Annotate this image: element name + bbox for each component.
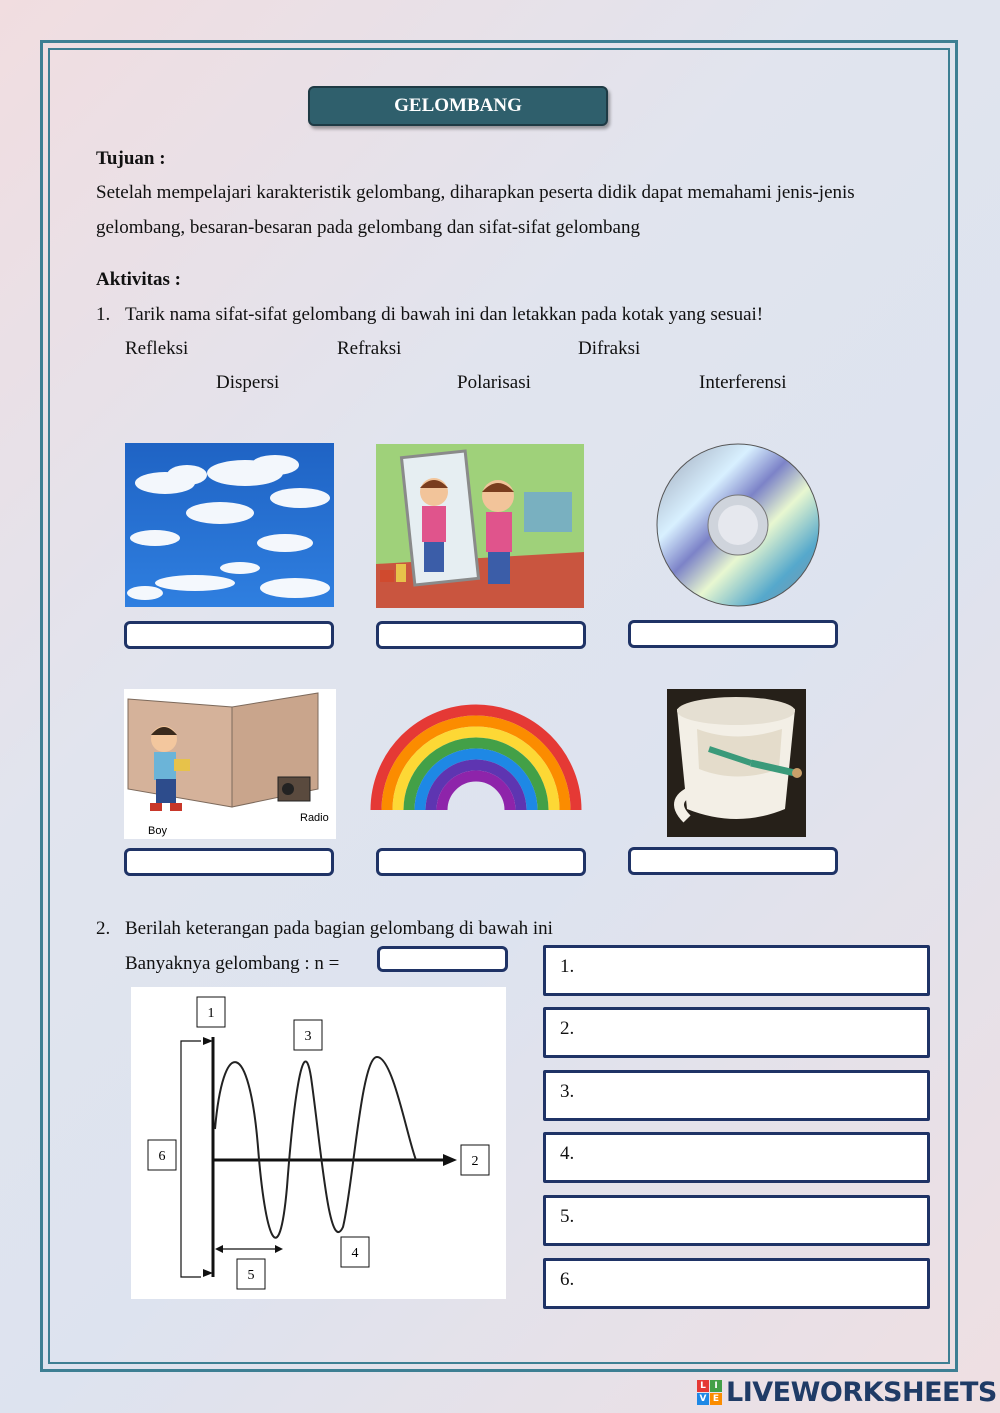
sky-clouds-image [125, 443, 334, 607]
answer-line-5[interactable] [543, 1195, 930, 1246]
liveworksheets-text: LIVEWORKSHEETS [726, 1376, 997, 1408]
answer-line-3[interactable] [543, 1070, 930, 1121]
diagram-label-2: 2 [471, 1154, 479, 1169]
answer-box-corner[interactable] [124, 848, 334, 876]
answer-box-rainbow[interactable] [376, 848, 586, 876]
answer-line-3-number: 3. [560, 1081, 575, 1102]
answer-line-1-number: 1. [560, 956, 575, 977]
compact-disc-image [655, 442, 821, 608]
answer-line-5-number: 5. [560, 1206, 575, 1227]
option-polarisasi[interactable]: Polarisasi [457, 372, 531, 393]
boy-mirror-image [376, 444, 584, 608]
tujuan-text-line2: gelombang, besaran-besaran pada gelombang dan sifat-sifat gelombang [96, 217, 640, 238]
diagram-label-5: 5 [247, 1268, 255, 1283]
diagram-label-4: 4 [351, 1246, 359, 1261]
answer-line-4-number: 4. [560, 1143, 575, 1164]
question-1-number: 1. [96, 304, 111, 325]
tujuan-text-line1: Setelah mempelajari karakteristik gelombang, diharapkan peserta didik dapat memahami jenis-jenis [96, 182, 855, 203]
option-interferensi[interactable]: Interferensi [699, 372, 787, 393]
rainbow-image [368, 704, 584, 816]
pencil-in-cup-image [667, 689, 806, 837]
answer-box-cup[interactable] [628, 847, 838, 875]
diagram-label-3: 3 [304, 1029, 312, 1044]
question-1-text: Tarik nama sifat-sifat gelombang di bawah ini dan letakkan pada kotak yang sesuai! [125, 304, 764, 325]
tujuan-heading: Tujuan : [96, 148, 166, 169]
liveworksheets-mark-icon: L I V E [697, 1380, 722, 1405]
answer-line-2[interactable] [543, 1007, 930, 1058]
boy-label: Boy [148, 825, 167, 837]
option-difraksi[interactable]: Difraksi [578, 338, 641, 359]
page-title: GELOMBANG [308, 86, 608, 126]
liveworksheets-logo[interactable] [697, 1375, 997, 1409]
diagram-label-1: 1 [207, 1006, 215, 1021]
wave-diagram [131, 987, 506, 1299]
option-dispersi[interactable]: Dispersi [216, 372, 280, 393]
answer-box-cd[interactable] [628, 620, 838, 648]
answer-line-4[interactable] [543, 1132, 930, 1183]
wave-count-input[interactable] [377, 946, 508, 972]
option-refraksi[interactable]: Refraksi [337, 338, 402, 359]
answer-box-sky[interactable] [124, 621, 334, 649]
question-2-text: Berilah keterangan pada bagian gelombang di bawah ini [125, 918, 553, 939]
answer-line-2-number: 2. [560, 1018, 575, 1039]
radio-label: Radio [300, 812, 329, 824]
diagram-label-6: 6 [158, 1149, 166, 1164]
aktivitas-heading: Aktivitas : [96, 269, 181, 290]
answer-line-6-number: 6. [560, 1269, 575, 1290]
boy-radio-corner-image [124, 689, 336, 839]
answer-box-mirror[interactable] [376, 621, 586, 649]
option-refleksi[interactable]: Refleksi [125, 338, 189, 359]
wave-count-label: Banyaknya gelombang : n = [125, 953, 340, 974]
answer-line-1[interactable] [543, 945, 930, 996]
answer-line-6[interactable] [543, 1258, 930, 1309]
question-2-number: 2. [96, 918, 111, 939]
